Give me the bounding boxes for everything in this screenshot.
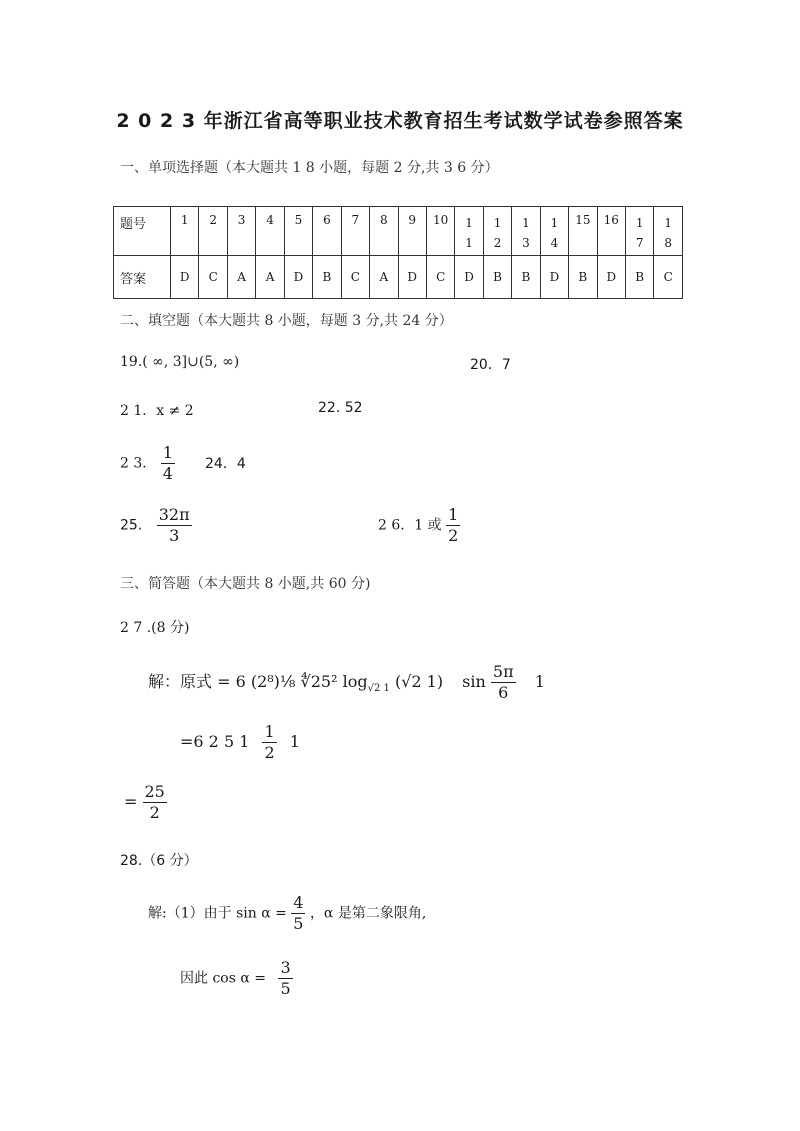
denominator: 6 — [498, 683, 509, 702]
answer-20: 20．7 — [470, 357, 511, 373]
table-cell-answer: B — [313, 256, 341, 299]
table-cell-answer: A — [227, 256, 255, 299]
table-cell-number: 4 — [256, 207, 284, 256]
expr: 解：原式 = 6 (2⁸)⅛ ∜25² log — [148, 672, 368, 691]
numerator: 1 — [264, 722, 275, 741]
fraction — [291, 893, 305, 934]
table-cell-number: 5 — [284, 207, 312, 256]
table-cell-answer: D — [455, 256, 483, 299]
digit: 1 — [493, 216, 502, 230]
expr: = — [124, 792, 138, 811]
question-27-result — [124, 782, 167, 823]
expr: (√2 1) — [394, 672, 444, 691]
digit: 4 — [550, 236, 559, 250]
answer-21: 2 1．x ≠ 2 — [120, 403, 194, 419]
table-cell-number — [654, 207, 683, 256]
expr: 因此 cos α = — [180, 970, 266, 987]
table-cell-number: 7 — [341, 207, 369, 256]
denominator: 3 — [169, 526, 180, 545]
table-cell-answer: B — [483, 256, 511, 299]
table-cell-number: 15 — [569, 207, 597, 256]
denominator: 2 — [448, 526, 459, 545]
denominator: 4 — [162, 464, 173, 483]
numerator: 1 — [162, 443, 173, 462]
fraction — [262, 722, 276, 763]
denominator: 2 — [149, 803, 160, 822]
denominator: 5 — [280, 979, 291, 998]
fraction — [143, 782, 167, 823]
table-cell-answer: B — [569, 256, 597, 299]
table-cell-number: 1 — [171, 207, 199, 256]
expr: 1 — [289, 732, 300, 751]
table-cell-answer: C — [654, 256, 683, 299]
table-cell-answer: C — [199, 256, 227, 299]
expr: 1 — [534, 672, 545, 691]
expr: sin — [462, 672, 486, 691]
table-cell-answer: B — [512, 256, 540, 299]
table-cell-number — [626, 207, 654, 256]
table-cell-answer: C — [426, 256, 454, 299]
table-cell-number: 8 — [370, 207, 398, 256]
digit: 2 — [493, 236, 502, 250]
digit: 1 — [465, 216, 473, 230]
digit: 8 — [664, 236, 673, 250]
numerator: 32π — [158, 505, 190, 524]
answer-22: 22. 52 — [318, 400, 363, 416]
table-cell-number: 9 — [398, 207, 426, 256]
table-cell-answer: D — [597, 256, 625, 299]
table-cell-number — [455, 207, 483, 256]
fraction — [278, 958, 292, 999]
question-27-step2 — [180, 722, 300, 763]
row-header-answer: 答案 — [114, 256, 171, 299]
expr: ，α 是第二象限角, — [309, 905, 427, 922]
expr: =6 2 5 1 — [180, 732, 250, 751]
answer-table — [113, 206, 683, 299]
table-cell-number — [483, 207, 511, 256]
denominator: 2 — [264, 743, 275, 762]
table-cell-number — [512, 207, 540, 256]
numerator: 1 — [448, 505, 459, 524]
answer-25 — [120, 505, 192, 546]
fraction — [446, 505, 460, 546]
table-cell-number: 6 — [313, 207, 341, 256]
question-number-row — [114, 207, 683, 256]
log-base: √2 1 — [367, 683, 390, 695]
fraction — [157, 505, 192, 546]
numerator: 3 — [280, 958, 291, 977]
answer-23-label: 2 3． — [120, 455, 157, 472]
table-cell-answer: D — [540, 256, 568, 299]
table-cell-answer: D — [284, 256, 312, 299]
answer-row — [114, 256, 683, 299]
section-heading-short-answer: 三、简答题（本大题共 8 小题,共 60 分) — [120, 576, 371, 592]
answer-26-label: 2 6．1 或 — [378, 517, 442, 534]
table-cell-answer: D — [398, 256, 426, 299]
fraction — [491, 662, 516, 703]
answer-19: 19.( ∞, 3]∪(5, ∞) — [120, 354, 240, 370]
answer-23 — [120, 443, 175, 484]
row-header-number: 题号 — [114, 207, 171, 256]
section-heading-fill: 二、填空题（本大题共 8 小题，每题 3 分,共 24 分） — [120, 313, 453, 329]
fraction — [161, 443, 175, 484]
digit: 1 — [664, 216, 673, 230]
digit: 1 — [522, 216, 530, 230]
table-cell-number — [540, 207, 568, 256]
answer-24: 24．4 — [205, 456, 246, 472]
table-cell-answer: B — [626, 256, 654, 299]
numerator: 4 — [293, 893, 304, 912]
page-title: 2 0 2 3 年浙江省高等职业技术教育招生考试数学试卷参照答案 — [116, 110, 684, 132]
table-cell-number: 2 — [199, 207, 227, 256]
digit: 1 — [550, 216, 559, 230]
question-28-label: 28.（6 分） — [120, 853, 198, 869]
question-27-label: 2 7 .(8 分) — [120, 620, 190, 636]
question-27-step1 — [148, 662, 545, 703]
table-cell-answer: A — [370, 256, 398, 299]
table-cell-answer: A — [256, 256, 284, 299]
table-cell-number: 10 — [426, 207, 454, 256]
section-heading-choice: 一、单项选择题（本大题共 1 8 小题，每题 2 分,共 3 6 分） — [120, 160, 499, 176]
numerator: 5π — [492, 662, 514, 681]
table-cell-answer: D — [171, 256, 199, 299]
question-28-step2 — [180, 958, 293, 999]
table-cell-number: 3 — [227, 207, 255, 256]
digit: 1 — [465, 236, 473, 250]
answer-25-label: 25. — [120, 517, 143, 534]
denominator: 5 — [293, 914, 304, 933]
table-cell-number: 16 — [597, 207, 625, 256]
digit: 3 — [522, 236, 530, 250]
digit: 7 — [635, 236, 644, 250]
question-28-step1 — [148, 893, 426, 934]
expr: 解:（1）由于 sin α = — [148, 905, 287, 922]
answer-26 — [378, 505, 460, 546]
numerator: 25 — [144, 782, 165, 801]
digit: 1 — [635, 216, 644, 230]
table-cell-answer: C — [341, 256, 369, 299]
